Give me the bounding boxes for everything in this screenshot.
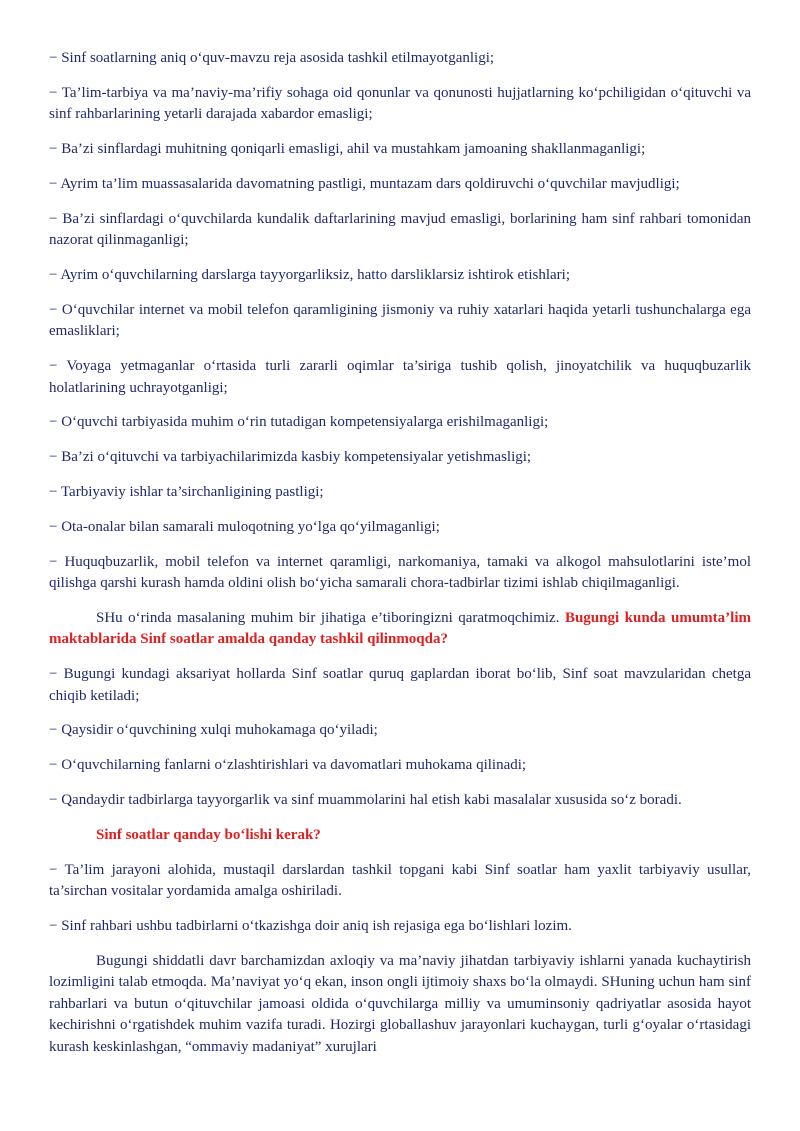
bullet-item: − O‘quvchilarning fanlarni o‘zlashtirishlari va davomatlari muhokama qilinadi; bbox=[49, 757, 527, 774]
bullet-item: − O‘quvchi tarbiyasida muhim o‘rin tutadigan kompetensiyalarga erishilmaganligi; bbox=[49, 414, 549, 431]
bullet-item: − Ba’zi sinflardagi muhitning qoniqarli emasligi, ahil va mustahkam jamoaning shakllanmaganligi; bbox=[49, 141, 646, 158]
bullet-item: − Sinf soatlarning aniq o‘quv-mavzu reja asosida tashkil etilmayotganligi; bbox=[49, 50, 495, 66]
bullet-item: − O‘quvchilar internet va mobil telefon qaramligining jismoniy va ruhiy xatarlari haqida yetarli tushunchalarga ega emasliklari; bbox=[49, 301, 751, 340]
bullet-item: − Qandaydir tadbirlarga tayyorgarlik va sinf muammolarini hal etish kabi masalalar xususida so‘z boradi. bbox=[49, 792, 682, 809]
bullet-item: − Bugungi kundagi aksariyat hollarda Sinf soatlar quruq gaplardan iborat bo‘lib, Sinf soat mavzularidan chetga chiqib ketiladi; bbox=[49, 666, 751, 704]
bullet-item: − Ayrim o‘quvchilarning darslarga tayyorgarliksiz, hatto darsliklarsiz ishtirok etishlari; bbox=[49, 266, 570, 283]
bullet-item: − Qaysidir o‘quvchining xulqi muhokamaga qo‘yiladi; bbox=[49, 722, 378, 739]
bullet-item: − Ba’zi sinflardagi o‘quvchilarda kundalik daftarlarining mavjud emasligi, borlarining ham sinf rahbari tomonidan nazorat qilinmaganligi; bbox=[49, 210, 751, 249]
bullet-item: − Huquqbuzarlik, mobil telefon va internet qaramligi, narkomaniya, tamaki va alkogol mahsulotlarini iste’mol qilishga qarshi kurash hamda oldini olish bo‘yicha samarali chora-tadbirlar tizimi ishlab chiqilmaganligi. bbox=[49, 553, 751, 592]
bullet-item: − Ta’lim jarayoni alohida, mustaqil darslardan tashkil topgani kabi Sinf soatlar ham yaxlit tarbiyaviy usullar, ta’sirchan vositalar yordamida amalga oshiriladi. bbox=[49, 861, 751, 900]
section-heading: Sinf soatlar qanday bo‘lishi kerak? bbox=[96, 826, 321, 843]
bullet-item: − Ayrim ta’lim muassasalarida davomatning pastligi, muntazam dars qoldiruvchi o‘quvchilar mavjudligi; bbox=[49, 175, 680, 192]
bullet-item: − Ta’lim-tarbiya va ma’naviy-ma’rifiy sohaga oid qonunlar va qonunosti hujjatlarning ko‘pchiligidan o‘qituvchi va sinf rahbarlarining yetarli darajada xabardor emasligi; bbox=[49, 84, 751, 123]
body-paragraph: Bugungi shiddatli davr barchamizdan axloqiy va ma’naviy jihatdan tarbiyaviy ishlarni yanada kuchaytirish lozimligini talab etmoqda. Ma’naviyat yo‘q ekan, inson ongli ijtimoiy shaxs bo‘la olmaydi. SHuning uchun ham sinf rahbarlari va butun o‘qituvchilar jamoasi oldida o‘quvchilarga milliy va umuminsoniy qadriyatlar asosida hayot kechirishni o‘rgatishdek muhim vazifa turadi. Hozirgi globallashuv jarayonlari kuchaygan, turli g‘oyalar o‘rtasidagi kurash keskinlashgan, “ommaviy madaniyat” xurujlari bbox=[49, 952, 751, 1055]
highlighted-question: Bugungi kunda umumta’lim maktablarida Sinf soatlar amalda qanday tashkil qilinmoqda? bbox=[49, 609, 751, 648]
bullet-item: − Sinf rahbari ushbu tadbirlarni o‘tkazishga doir aniq ish rejasiga ega bo‘lishlari lozim. bbox=[49, 917, 572, 934]
bullet-item: − Voyaga yetmaganlar o‘rtasida turli zararli oqimlar ta’siriga tushib qolish, jinoyatchilik va huquqbuzarlik holatlarining uchrayotganligi; bbox=[49, 358, 751, 396]
bullet-item: − Tarbiyaviy ishlar ta’sirchanligining pastligi; bbox=[49, 483, 324, 500]
intro-paragraph bbox=[49, 608, 751, 651]
bullet-item: − Ota-onalar bilan samarali muloqotning yo‘lga qo‘yilmaganligi; bbox=[49, 518, 440, 535]
intro-text: SHu o‘rinda masalaning muhim bir jihatiga e’tiboringizni qaratmoqchimiz. bbox=[96, 609, 565, 626]
bullet-item: − Ba’zi o‘qituvchi va tarbiyachilarimizda kasbiy kompetensiyalar yetishmasligi; bbox=[49, 449, 532, 466]
